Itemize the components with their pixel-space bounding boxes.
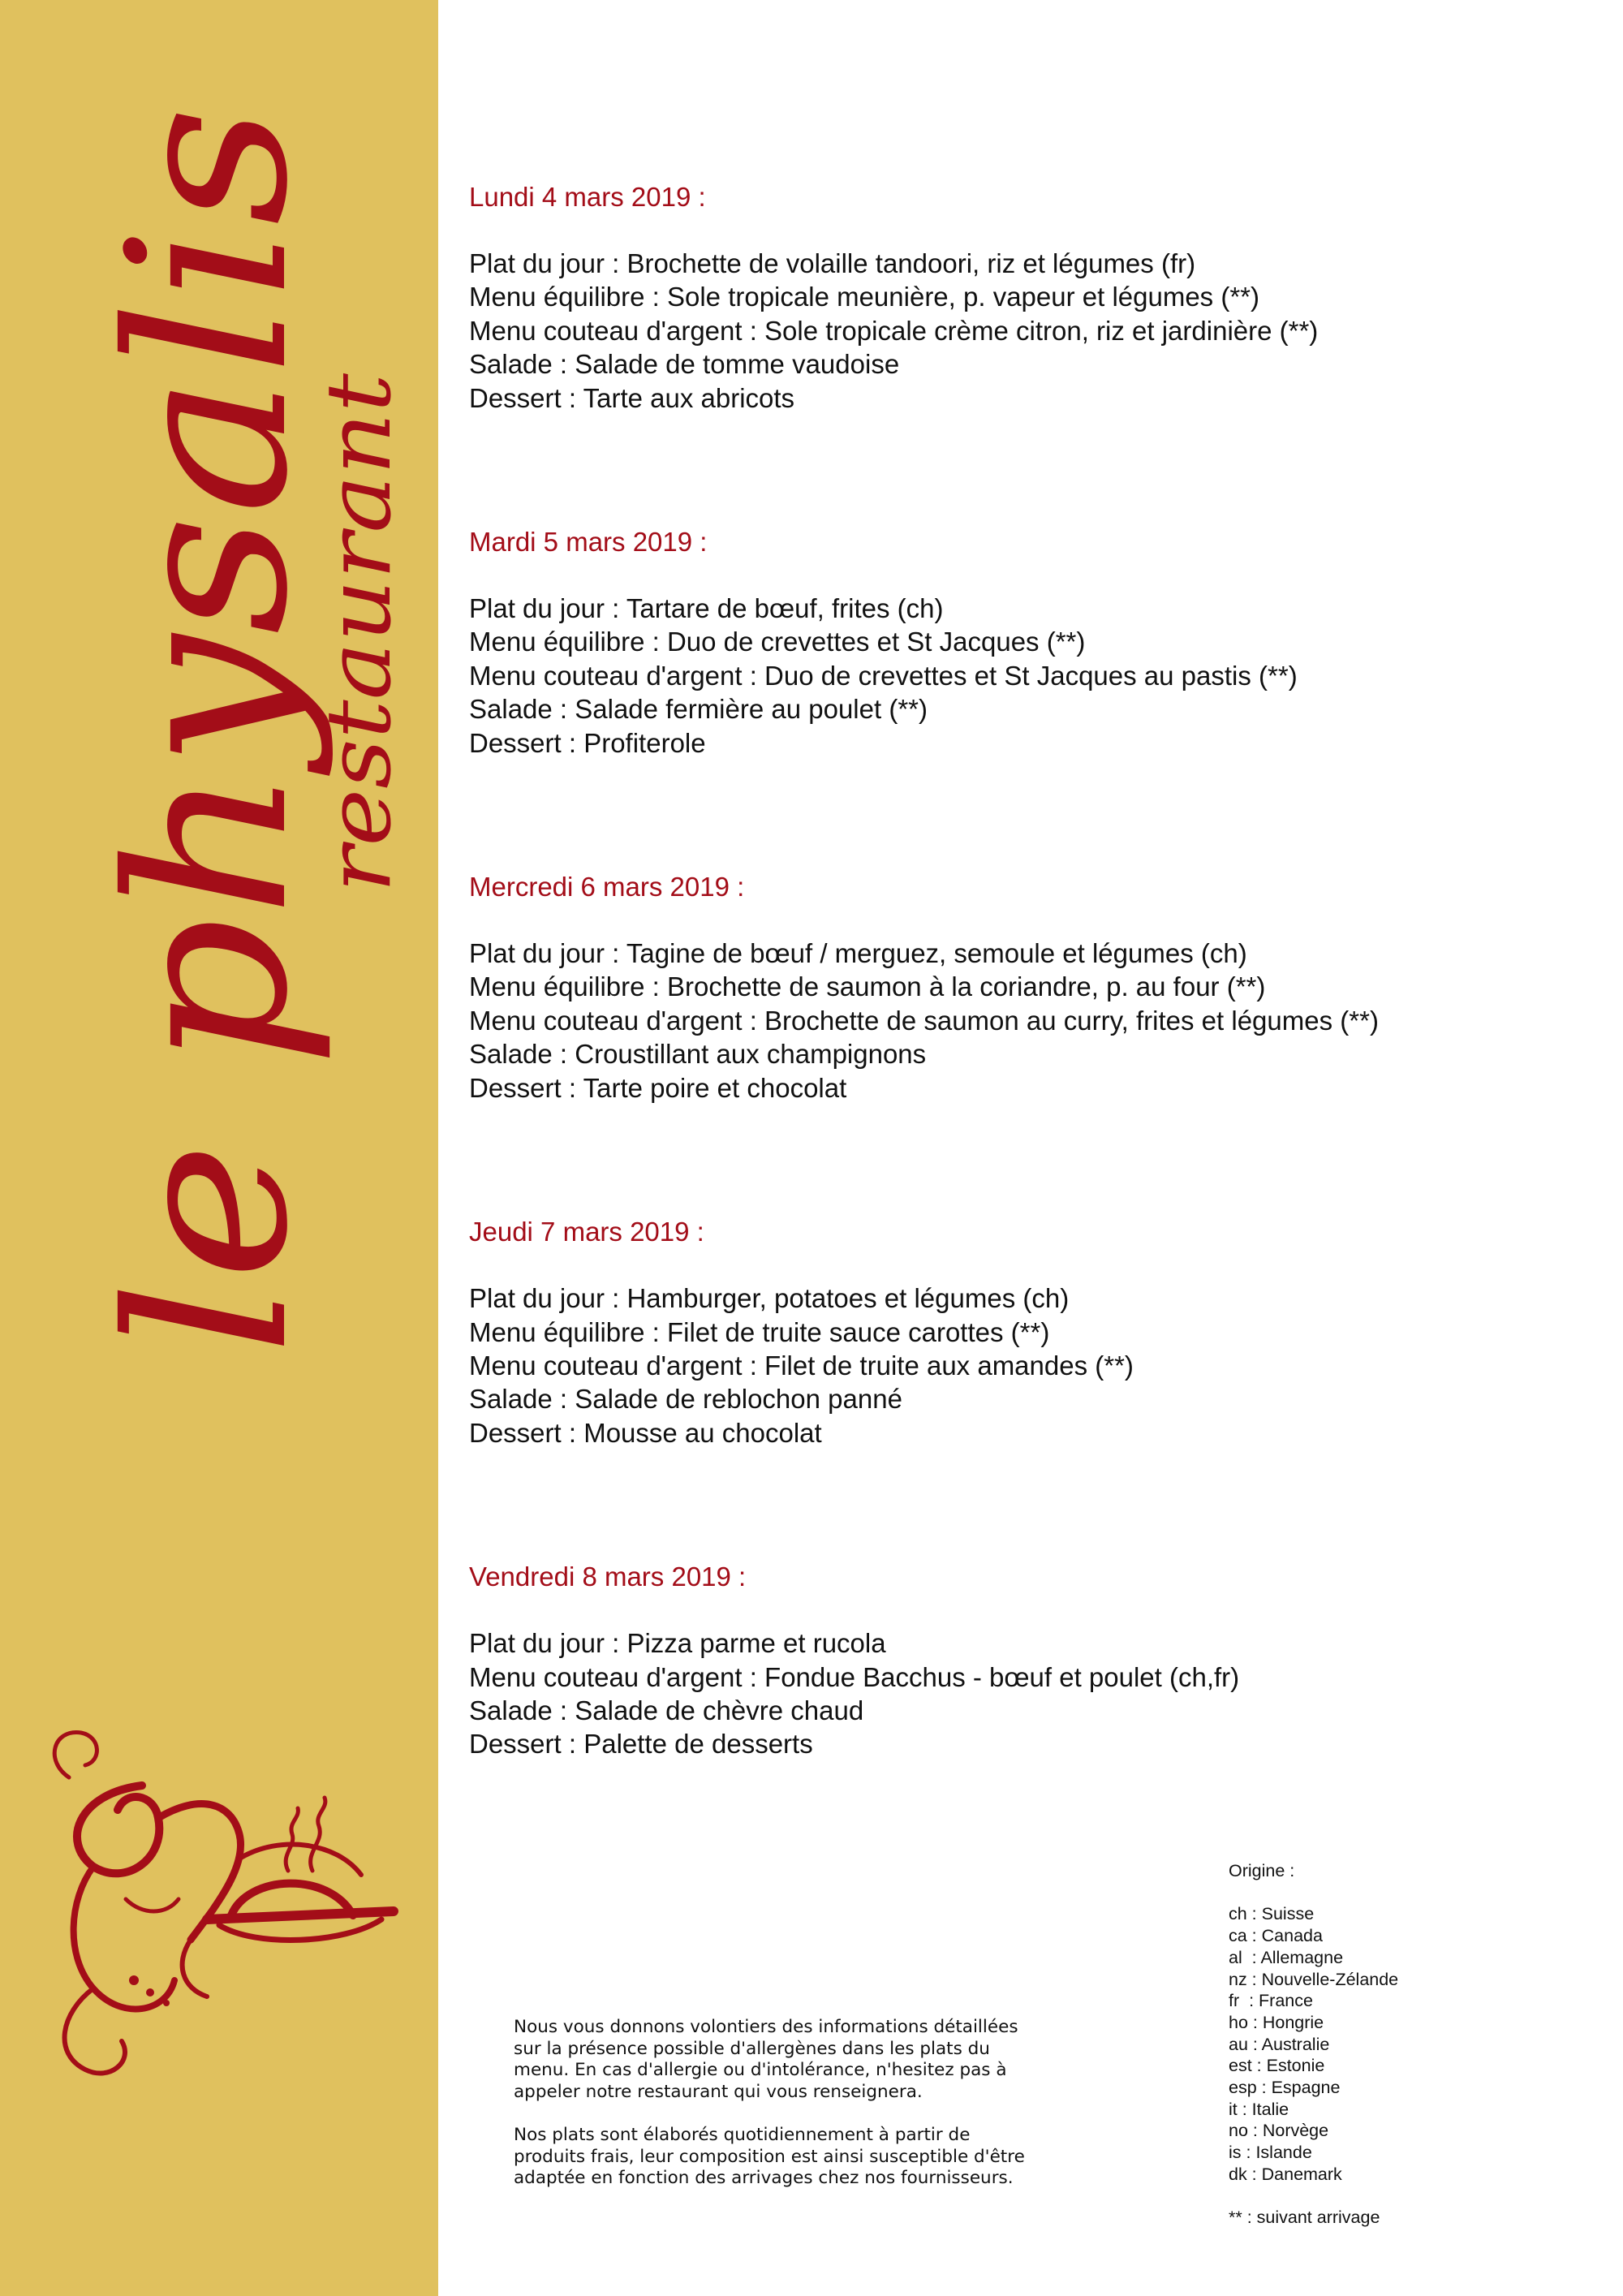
origin-item: no : Norvège: [1229, 2121, 1329, 2141]
freshness-paragraph: [514, 2125, 1114, 2190]
restaurant-logo-wordmark: [49, 97, 422, 1363]
day-section-mardi: [469, 525, 1589, 760]
info-line: adaptée en fonction des arrivages chez nos fournisseurs.: [514, 2168, 1014, 2189]
origin-item: it : Italie: [1229, 2099, 1289, 2119]
dish-line: Dessert : Profiterole: [469, 727, 706, 758]
dish-line: Dessert : Tarte aux abricots: [469, 382, 795, 413]
dish-line: Plat du jour : Hamburger, potatoes et légumes (ch): [469, 1283, 1070, 1314]
day-title: Lundi 4 mars 2019 :: [469, 182, 706, 212]
origin-item: al : Allemagne: [1229, 1947, 1344, 1967]
origin-item: ch : Suisse: [1229, 1904, 1315, 1924]
dish-line: Dessert : Palette de desserts: [469, 1729, 813, 1760]
day-title: Vendredi 8 mars 2019 :: [469, 1562, 747, 1592]
dish-line: Menu couteau d'argent : Brochette de saumon au curry, frites et légumes (**): [469, 1005, 1379, 1036]
origin-item: is : Islande: [1229, 2143, 1312, 2163]
info-line: Nos plats sont élaborés quotidiennement à partir de: [514, 2124, 971, 2145]
origin-item: fr : France: [1229, 1991, 1313, 2011]
dish-line: Menu équilibre : Duo de crevettes et St Jacques (**): [469, 627, 1086, 657]
day-section-lundi: [469, 180, 1589, 415]
weekly-menu: [469, 180, 1589, 1872]
day-title: Jeudi 7 mars 2019 :: [469, 1217, 704, 1247]
day-title: Mardi 5 mars 2019 :: [469, 527, 708, 558]
info-line: produits frais, leur composition est ainsi susceptible d'être: [514, 2146, 1025, 2167]
dish-line: Salade : Croustillant aux champignons: [469, 1039, 927, 1070]
info-line: appeler notre restaurant qui vous renseignera.: [514, 2081, 923, 2102]
info-line: Nous vous donnons volontiers des informations détaillées: [514, 2017, 1018, 2037]
dish-line: Menu équilibre : Brochette de saumon à la coriandre, p. au four (**): [469, 971, 1266, 1002]
info-line: sur la présence possible d'allergènes dans les plats du: [514, 2038, 990, 2059]
dish-line: Plat du jour : Brochette de volaille tandoori, riz et légumes (fr): [469, 248, 1196, 278]
dish-line: Salade : Salade fermière au poulet (**): [469, 694, 928, 725]
dish-line: Menu couteau d'argent : Sole tropicale crème citron, riz et jardinière (**): [469, 315, 1319, 346]
origin-item: dk : Danemark: [1229, 2164, 1342, 2184]
arrival-note: ** : suivant arrivage: [1229, 2208, 1380, 2228]
dish-line: Dessert : Mousse au chocolat: [469, 1417, 822, 1448]
logo-name: le physalis: [80, 184, 336, 1355]
day-section-vendredi: [469, 1560, 1589, 1761]
dish-line: Dessert : Tarte poire et chocolat: [469, 1072, 847, 1103]
dish-line: Plat du jour : Tartare de bœuf, frites (ch): [469, 593, 944, 624]
origin-item: au : Australie: [1229, 2034, 1330, 2054]
origin-heading: Origine :: [1229, 1861, 1295, 1880]
origin-item: esp : Espagne: [1229, 2078, 1341, 2098]
dish-line: Menu équilibre : Filet de truite sauce carottes (**): [469, 1316, 1050, 1347]
logo-subtitle: restaurant: [307, 416, 411, 893]
dish-line: Salade : Salade de chèvre chaud: [469, 1695, 864, 1725]
dish-line: Salade : Salade de reblochon panné: [469, 1384, 902, 1415]
origin-item: nz : Nouvelle-Zélande: [1229, 1969, 1399, 1989]
chef-illustration: [45, 1712, 426, 2102]
origin-item: est : Estonie: [1229, 2056, 1325, 2076]
allergen-info: [514, 2017, 1114, 2190]
day-section-jeudi: [469, 1215, 1589, 1450]
day-title: Mercredi 6 mars 2019 :: [469, 872, 745, 902]
dish-line: Menu couteau d'argent : Duo de crevettes et St Jacques au pastis (**): [469, 660, 1298, 691]
info-line: menu. En cas d'allergie ou d'intolérance, n'hesitez pas à: [514, 2060, 1007, 2081]
sidebar-band: [0, 0, 438, 2296]
allergen-paragraph: [514, 2017, 1114, 2103]
origin-item: ca : Canada: [1229, 1926, 1323, 1946]
day-section-mercredi: [469, 870, 1589, 1105]
dish-line: Menu couteau d'argent : Fondue Bacchus - bœuf et poulet (ch,fr): [469, 1661, 1240, 1692]
origin-item: ho : Hongrie: [1229, 2012, 1324, 2032]
dish-line: Plat du jour : Tagine de bœuf / merguez, semoule et légumes (ch): [469, 938, 1247, 969]
dish-line: Menu couteau d'argent : Filet de truite aux amandes (**): [469, 1350, 1134, 1381]
dish-line: Plat du jour : Pizza parme et rucola: [469, 1628, 886, 1659]
dish-line: Salade : Salade de tomme vaudoise: [469, 349, 900, 380]
dish-line: Menu équilibre : Sole tropicale meunière, p. vapeur et légumes (**): [469, 282, 1260, 312]
origin-legend: [1229, 1860, 1569, 2229]
